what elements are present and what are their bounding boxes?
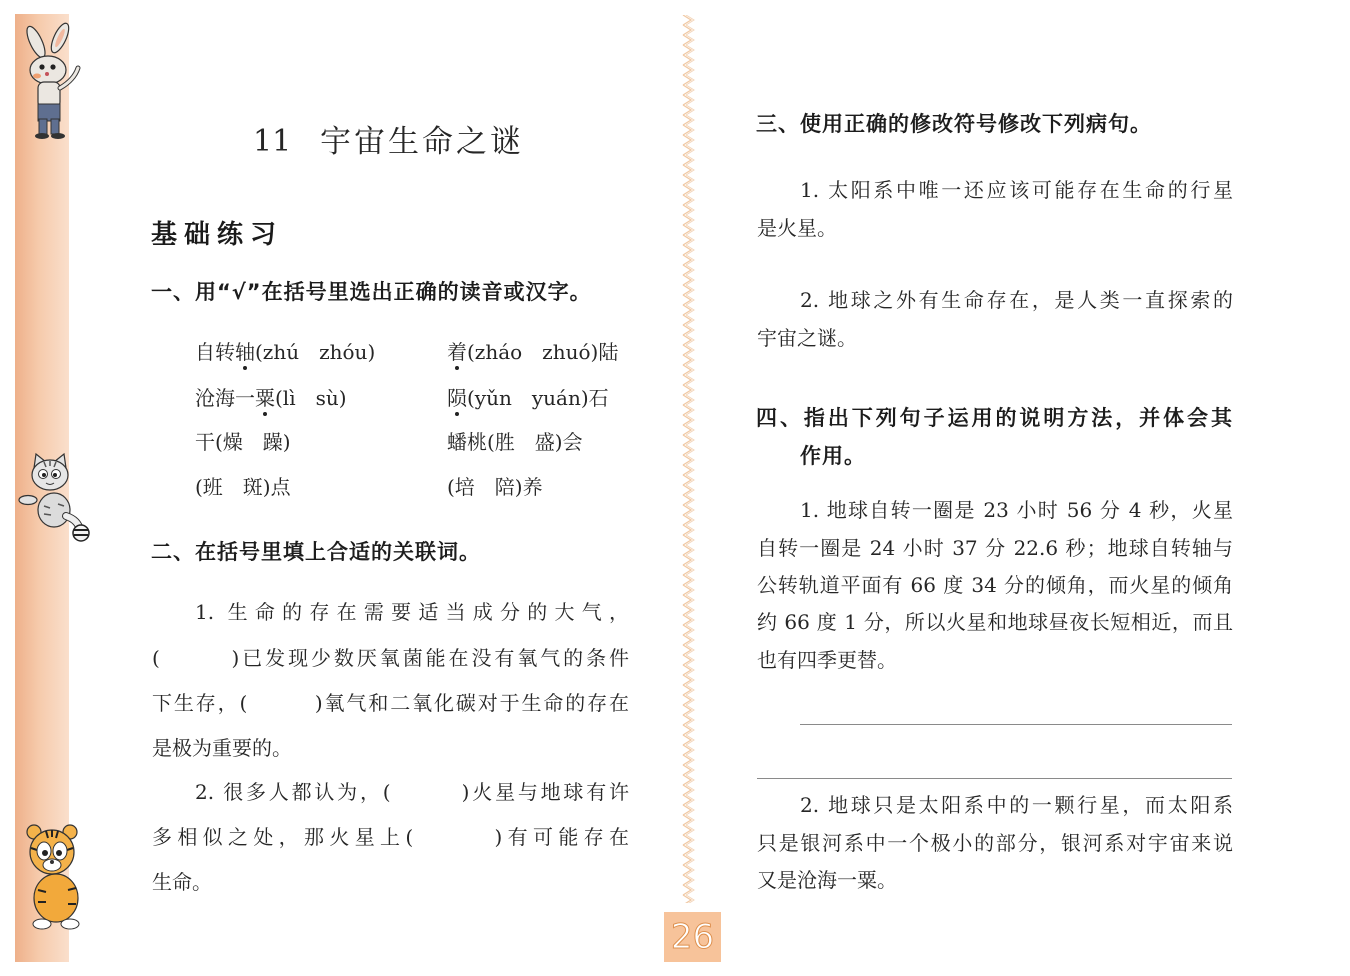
paragraph-line: 只是银河系中一个极小的部分，银河系对宇宙来说 — [757, 831, 1233, 855]
emphasized-char: 着 — [447, 340, 467, 364]
answer-line[interactable] — [800, 724, 1232, 725]
paragraph-line — [152, 868, 629, 896]
item-options: (yǔn yuán)石 — [467, 386, 609, 410]
item-options: (zhú zhóu) — [255, 340, 376, 364]
page-number: 26 — [664, 912, 721, 962]
choice-item: 蟠桃(胜 盛)会 — [447, 430, 583, 454]
paragraph-line: 又是沧海一粟。 — [757, 868, 897, 892]
emphasized-char: 轴 — [235, 340, 255, 364]
choice-item — [195, 384, 347, 412]
line-text: 氧气和二氧化碳对于生命的存在 — [322, 691, 629, 715]
paragraph-line: 1. 地球自转一圈是 23 小时 56 分 4 秒，火星 — [800, 498, 1233, 522]
choice-item: 干(燥 躁) — [195, 430, 291, 454]
question-2-heading: 二、在括号里填上合适的关联词。 — [151, 540, 481, 564]
paragraph-line: 1. 太阳系中唯一还应该可能存在生命的行星 — [800, 178, 1233, 202]
question-4-heading-continued: 作用。 — [800, 444, 866, 468]
question-3-heading: 三、使用正确的修改符号修改下列病句。 — [756, 112, 1152, 136]
choice-item — [447, 384, 609, 412]
paragraph-line: 宇宙之谜。 — [757, 326, 857, 350]
item-text: 自转 — [195, 340, 235, 364]
item-options: (zháo zhuó)陆 — [467, 340, 619, 364]
item-text: 沧海一 — [195, 386, 255, 410]
tiger-icon — [12, 818, 94, 938]
choice-item — [447, 338, 618, 366]
question-1-heading: 一、用“√”在括号里选出正确的读音或汉字。 — [151, 280, 592, 304]
line-text: 有可能存在 — [502, 825, 629, 849]
line-text: 2. 很多人都认为， — [195, 780, 383, 804]
choice-item — [195, 338, 375, 366]
paragraph-line — [152, 823, 629, 851]
line-text: 是极为重要的。 — [152, 736, 292, 760]
paragraph-line: 自转一圈是 24 小时 37 分 22.6 秒；地球自转轴与 — [757, 536, 1233, 560]
line-text: 下生存， — [152, 691, 240, 715]
blank-parenthesis[interactable]: ( ) — [152, 646, 240, 670]
paragraph-line — [195, 778, 629, 806]
paragraph-line: 也有四季更替。 — [757, 648, 897, 672]
line-text: 火星与地球有许 — [469, 780, 629, 804]
paragraph-line: 2. 地球只是太阳系中的一颗行星，而太阳系 — [800, 793, 1233, 817]
page-divider — [680, 15, 696, 903]
paragraph-line: 公转轨道平面有 66 度 34 分的倾角，而火星的倾角 — [757, 573, 1233, 597]
lesson-title: 宇宙生命之谜 — [320, 124, 524, 160]
choice-item: (班 斑)点 — [195, 475, 291, 499]
choice-item: (培 陪)养 — [447, 475, 543, 499]
paragraph-line — [152, 689, 629, 717]
line-text: 生命。 — [152, 870, 212, 894]
blank-parenthesis[interactable]: ( ) — [405, 825, 503, 849]
line-text: 已发现少数厌氧菌能在没有氧气的条件 — [239, 646, 629, 670]
section-title: 基础练习 — [151, 220, 284, 250]
paragraph-line: 2. 地球之外有生命存在，是人类一直探索的 — [800, 288, 1233, 312]
lesson-number: 11 — [253, 124, 292, 159]
cat-icon — [14, 448, 90, 544]
rabbit-icon — [14, 22, 90, 142]
paragraph-line: 约 66 度 1 分，所以火星和地球昼夜长短相近，而且 — [757, 610, 1233, 634]
paragraph-line — [195, 598, 629, 626]
item-options: (lì sù) — [275, 386, 347, 410]
line-text: 多相似之处，那火星上 — [152, 825, 406, 849]
question-4-heading: 四、指出下列句子运用的说明方法，并体会其 — [756, 406, 1233, 430]
blank-parenthesis[interactable]: ( ) — [239, 691, 323, 715]
line-text: 1. 生命的存在需要适当成分的大气， — [195, 600, 629, 624]
answer-line[interactable] — [757, 778, 1232, 779]
emphasized-char: 陨 — [447, 386, 467, 410]
emphasized-char: 粟 — [255, 386, 275, 410]
paragraph-line: 是火星。 — [757, 216, 837, 240]
paragraph-line — [152, 734, 629, 762]
blank-parenthesis[interactable]: ( ) — [382, 780, 470, 804]
paragraph-line — [152, 644, 629, 672]
